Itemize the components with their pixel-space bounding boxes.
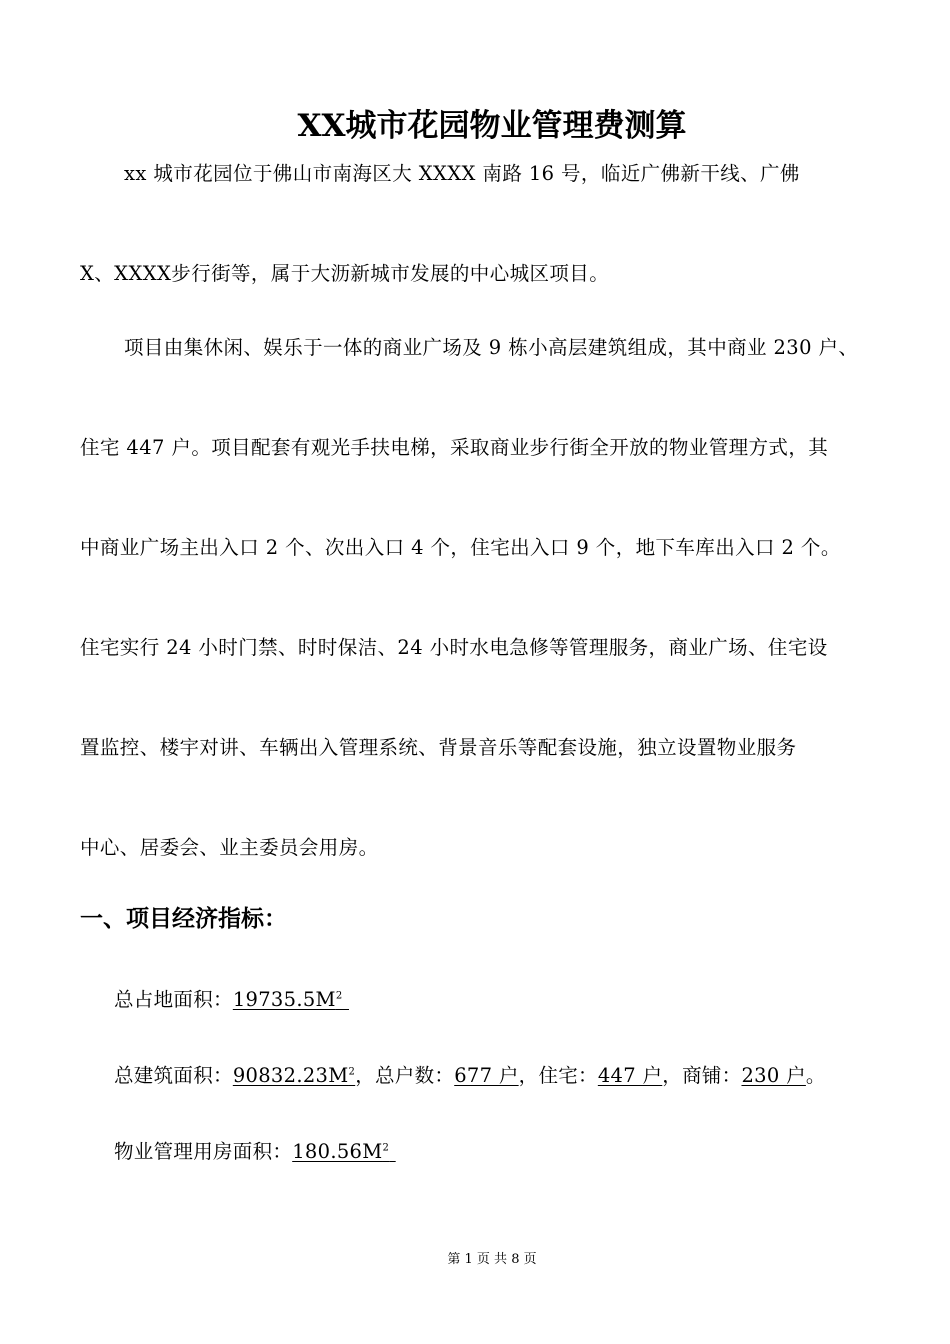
office-area-row bbox=[114, 1136, 396, 1164]
building-area-value: $90832.23M^2$ bbox=[232, 1064, 356, 1087]
residential-label: ，住宅： bbox=[518, 1064, 598, 1087]
page-footer: 第 1 页 共 8 页 bbox=[447, 1252, 537, 1267]
land-area-label: 总占地面积： bbox=[114, 988, 233, 1011]
land-area-row bbox=[114, 984, 349, 1012]
residential-value: 447 户 bbox=[597, 1064, 663, 1087]
shops-value: 230 户 bbox=[741, 1064, 806, 1087]
building-area-row bbox=[114, 1060, 826, 1088]
intro-line-4: 住宅 447 户。项目配套有观光手扶电梯，采取商业步行街全开放的物业管理方式，其 bbox=[80, 436, 829, 459]
office-area-value: $180.56M^2$ bbox=[292, 1140, 390, 1163]
document-title: XX城市花园物业管理费测算 bbox=[297, 108, 687, 144]
office-area-label: 物业管理用房面积： bbox=[114, 1140, 293, 1163]
intro-line-8: 中心、居委会、业主委员会用房。 bbox=[80, 836, 379, 859]
section-heading-economic-indicators: 一、项目经济指标： bbox=[80, 905, 287, 932]
land-area-value: $19735.5M^2$ bbox=[232, 988, 343, 1011]
intro-line-3: 项目由集休闲、娱乐于一体的商业广场及 9 栋小高层建筑组成，其中商业 230 户、 bbox=[124, 336, 859, 359]
intro-line-5: 中商业广场主出入口 2 个、次出入口 4 个，住宅出入口 9 个，地下车库出入口 2 个。 bbox=[80, 536, 841, 559]
end-punctuation: 。 bbox=[805, 1064, 826, 1087]
households-value: 677 户 bbox=[454, 1064, 519, 1087]
shops-label: ，商铺： bbox=[662, 1064, 742, 1087]
households-label: ，总户数： bbox=[355, 1064, 455, 1087]
intro-line-1: xx 城市花园位于佛山市南海区大 XXXX 南路 16 号，临近广佛新干线、广佛 bbox=[124, 162, 800, 185]
building-area-label: 总建筑面积： bbox=[114, 1064, 233, 1087]
intro-line-6: 住宅实行 24 小时门禁、时时保洁、24 小时水电急修等管理服务，商业广场、住宅设 bbox=[80, 636, 828, 659]
intro-line-7: 置监控、楼宇对讲、车辆出入管理系统、背景音乐等配套设施，独立设置物业服务 bbox=[80, 736, 797, 759]
intro-line-2: X、XXXX步行街等，属于大沥新城市发展的中心城区项目。 bbox=[80, 262, 610, 285]
